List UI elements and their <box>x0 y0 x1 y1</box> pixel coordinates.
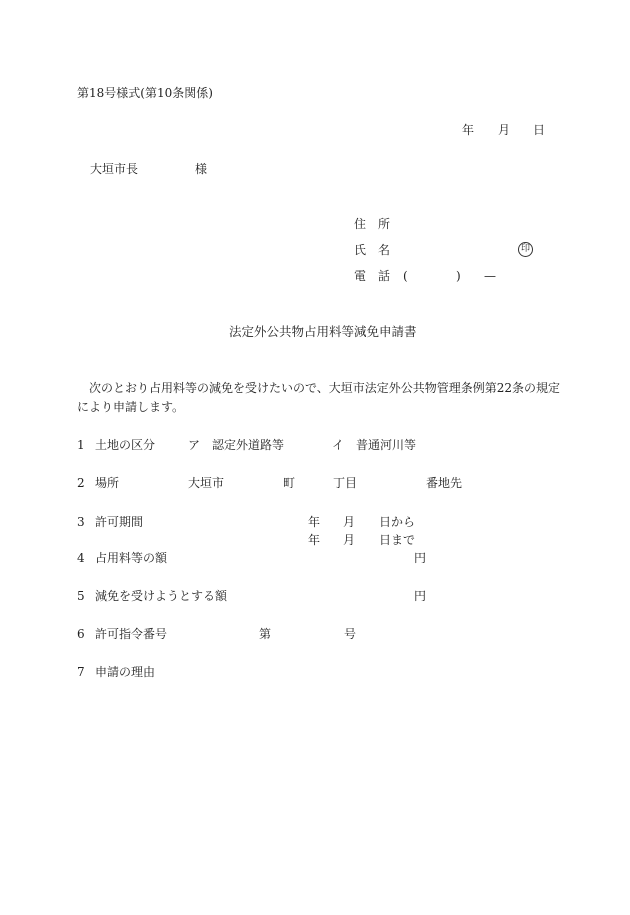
addressee-honorific: 様 <box>195 162 208 176</box>
item-label: 占用料等の額 <box>95 551 168 565</box>
phone-close-paren: ) <box>456 269 461 283</box>
phone-dash: — <box>484 269 496 283</box>
form-number: 第18号様式(第10条関係) <box>77 86 213 100</box>
item-number: 1 <box>77 438 85 452</box>
yen-unit: 円 <box>414 589 427 603</box>
town-label: 町 <box>283 476 296 490</box>
item-number: 5 <box>77 589 85 603</box>
item-number: 7 <box>77 665 85 679</box>
to-year-label: 年 <box>308 533 321 547</box>
to-day-label: 日まで <box>379 533 416 547</box>
item-number: 3 <box>77 515 85 529</box>
phone-open-paren: ( <box>403 269 408 283</box>
yen-unit: 円 <box>414 551 427 565</box>
item-number: 6 <box>77 627 85 641</box>
permit-prefix: 第 <box>259 627 272 641</box>
to-month-label: 月 <box>343 533 356 547</box>
date-month-label: 月 <box>498 123 511 137</box>
name-label: 氏 名 <box>354 243 391 257</box>
item-label: 減免を受けようとする額 <box>95 589 228 603</box>
from-day-label: 日から <box>379 515 416 529</box>
intro-line-2: により申請します。 <box>77 400 185 414</box>
city-label: 大垣市 <box>188 476 225 490</box>
seal-mark: 印 <box>518 242 533 257</box>
phone-label: 電 話 <box>354 269 391 283</box>
item-label: 許可期間 <box>95 515 144 529</box>
item-number: 2 <box>77 476 85 490</box>
item-number: 4 <box>77 551 85 565</box>
permit-suffix: 号 <box>344 627 357 641</box>
option-b: イ 普通河川等 <box>332 438 417 452</box>
item-label: 土地の区分 <box>95 438 156 452</box>
document-title: 法定外公共物占用料等減免申請書 <box>229 324 417 339</box>
addressee-name: 大垣市長 <box>90 162 139 176</box>
date-day-label: 日 <box>533 123 546 137</box>
date-year-label: 年 <box>462 123 475 137</box>
item-label: 場所 <box>95 476 120 490</box>
chome-label: 丁目 <box>333 476 358 490</box>
item-label: 申請の理由 <box>95 665 156 679</box>
banchi-label: 番地先 <box>426 476 463 490</box>
option-a: ア 認定外道路等 <box>188 438 285 452</box>
intro-line-1: 次のとおり占用料等の減免を受けたいので、大垣市法定外公共物管理条例第22条の規定 <box>89 381 561 395</box>
item-label: 許可指令番号 <box>95 627 168 641</box>
from-year-label: 年 <box>308 515 321 529</box>
from-month-label: 月 <box>343 515 356 529</box>
address-label: 住 所 <box>354 217 391 231</box>
